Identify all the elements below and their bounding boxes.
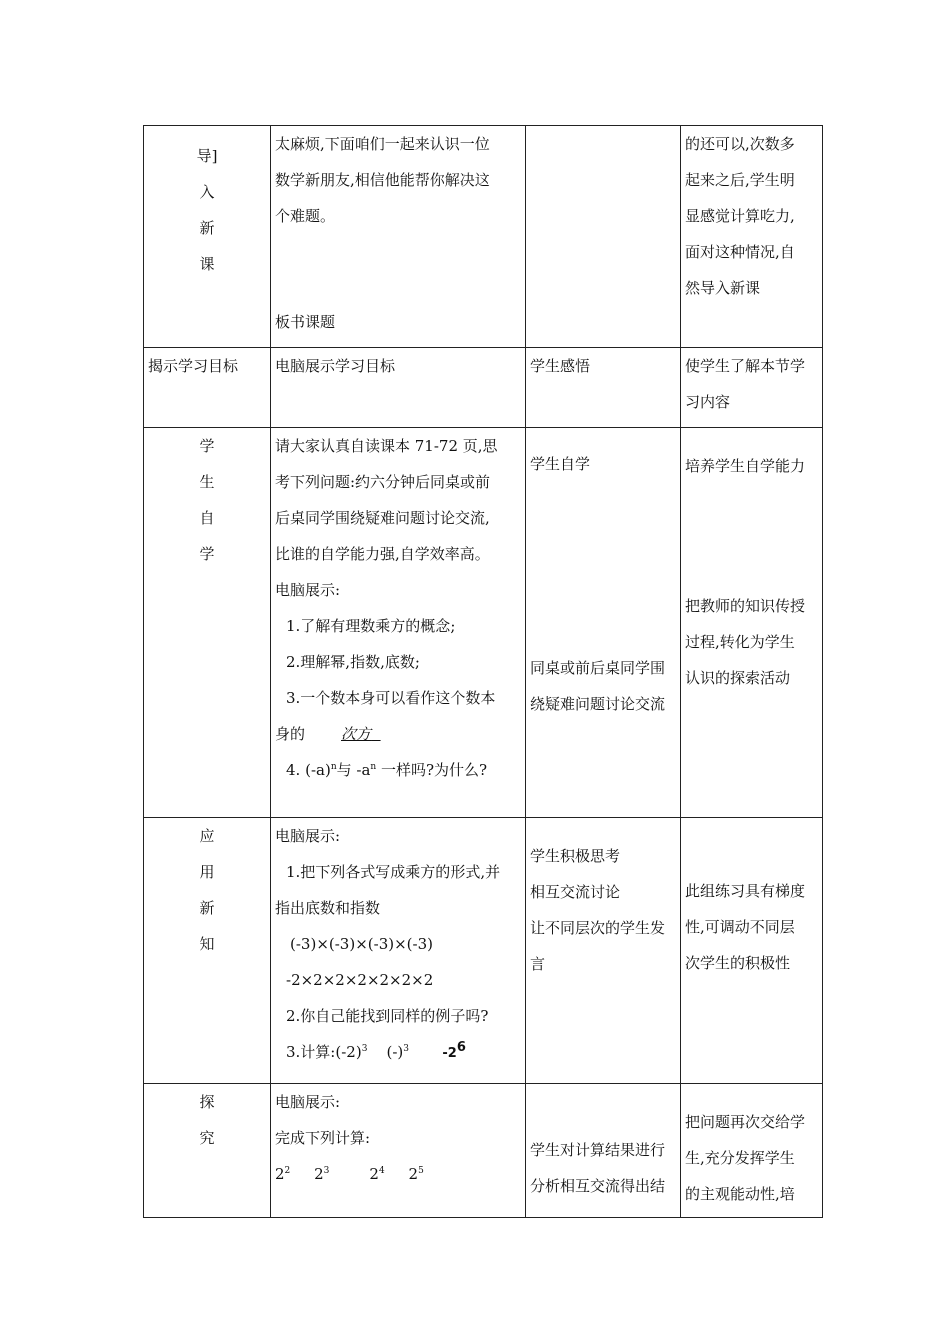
student-activity-cell (526, 1084, 681, 1218)
table-row (144, 428, 823, 818)
text-line: 电脑展示: (275, 1093, 341, 1111)
text-fragment: (-a) (305, 761, 331, 779)
exponent: n (370, 762, 377, 772)
text-line: 请大家认真自读课本 71-72 页,思 (275, 437, 498, 455)
exponent: 4 (378, 1166, 385, 1176)
text-line: 电脑展示学习目标 (275, 357, 396, 375)
table-row (144, 126, 823, 348)
text-line: 习内容 (685, 393, 731, 411)
text-fragment: (-) (386, 1043, 404, 1061)
text-line: 太麻烦,下面咱们一起来认识一位 (275, 135, 490, 153)
table-row (144, 818, 823, 1084)
stage-char: 知 (199, 935, 215, 953)
text-line: 绕疑难问题讨论交流 (530, 695, 666, 713)
base: 2 (314, 1165, 324, 1183)
text-line: 面对这种情况,自 (685, 243, 795, 261)
text-line: 把问题再次交给学 (685, 1113, 806, 1131)
text-fragment: 身的 (275, 725, 306, 743)
stage-char: 应 (199, 827, 215, 845)
student-activity-cell (526, 126, 681, 348)
student-activity-cell (526, 428, 681, 818)
text-line: 学生感悟 (530, 357, 591, 375)
teacher-activity-cell (271, 126, 526, 348)
text-line: 把教师的知识传授 (685, 597, 806, 615)
stage-cell (144, 1084, 271, 1218)
stage-cell (144, 126, 271, 348)
exponent: 3 (323, 1166, 330, 1176)
text-line: 言 (530, 955, 546, 973)
stage-char: 究 (199, 1129, 215, 1147)
stage-char: 用 (199, 863, 215, 881)
table-row (144, 1084, 823, 1218)
exponent: 3 (403, 1044, 410, 1054)
text-line: 相互交流讨论 (530, 883, 621, 901)
exponent: 6 (456, 1040, 466, 1055)
fill-blank: 次方 (341, 725, 372, 743)
stage-cell (144, 428, 271, 818)
stage-char: 探 (199, 1093, 215, 1111)
text-line: 电脑展示: (275, 827, 341, 845)
exponent: 2 (284, 1166, 291, 1176)
question-line: 2.你自己能找到同样的例子吗? (286, 1007, 489, 1025)
text-line: 显感觉计算吃力, (685, 207, 795, 225)
teacher-activity-cell (271, 348, 526, 428)
exponent: 5 (418, 1166, 424, 1176)
text-line: 完成下列计算: (275, 1129, 371, 1147)
text-line: 比谁的自学能力强,自学效率高。 (275, 545, 490, 563)
list-item: 3.一个数本身可以看作这个数本 (286, 689, 496, 707)
table-row (144, 348, 823, 428)
text-line: 认识的探索活动 (685, 669, 791, 687)
text-line: 后桌同学围绕疑难问题讨论交流, (275, 509, 490, 527)
student-activity-cell (526, 348, 681, 428)
text-line: 学生对计算结果进行 (530, 1141, 666, 1159)
text-line: 次学生的积极性 (685, 954, 791, 972)
text-line: 的还可以,次数多 (685, 135, 795, 153)
stage-char: 学 (199, 545, 215, 563)
exponent: 3 (361, 1044, 368, 1054)
design-intent-cell (681, 1084, 823, 1218)
text-line: 起来之后,学生明 (685, 171, 795, 189)
stage-cell (144, 818, 271, 1084)
text-line: 使学生了解本节学 (685, 357, 806, 375)
stage-char: 生 (199, 473, 215, 491)
student-activity-cell (526, 818, 681, 1084)
teacher-activity-cell (271, 1084, 526, 1218)
expression: -2×2×2×2×2×2×2 (286, 971, 434, 989)
text-line: 的主观能动性,培 (685, 1185, 795, 1203)
text-line: 考下列问题:约六分钟后同桌或前 (275, 473, 491, 491)
question-line: 1.把下列各式写成乘方的形式,并 (286, 863, 501, 881)
text-line: 学生积极思考 (530, 847, 621, 865)
text-line: 同桌或前后桌同学围 (530, 659, 666, 677)
stage-char: 自 (199, 509, 215, 527)
text-line: 培养学生自学能力 (685, 457, 806, 475)
stage-char: 新 (199, 899, 215, 917)
text-line: 学生自学 (530, 455, 591, 473)
design-intent-cell (681, 428, 823, 818)
text-fragment: 3.计算:(-2) (286, 1043, 362, 1061)
text-fragment: 4. (286, 761, 301, 779)
list-item: 1.了解有理数乘方的概念; (286, 617, 456, 635)
text-fragment: 一样吗?为什么? (380, 761, 488, 779)
text-line: 生,充分发挥学生 (685, 1149, 795, 1167)
design-intent-cell (681, 126, 823, 348)
text-line: 然导入新课 (685, 279, 761, 297)
stage-char: 课 (199, 255, 215, 273)
text-line: 性,可调动不同层 (685, 918, 795, 936)
text-line: 个难题。 (275, 207, 336, 225)
list-item (271, 752, 525, 788)
stage-cell (144, 348, 271, 428)
text-line: 让不同层次的学生发 (530, 919, 666, 937)
list-item: 2.理解幂,指数,底数; (286, 653, 420, 671)
design-intent-cell (681, 818, 823, 1084)
stage-char: 新 (199, 219, 215, 237)
list-item-continuation (271, 716, 525, 752)
text-line: 电脑展示: (275, 581, 341, 599)
text-line: 过程,转化为学生 (685, 633, 795, 651)
design-intent-cell (681, 348, 823, 428)
exponent: n (330, 762, 337, 772)
text-line: 板书课题 (275, 313, 336, 331)
text-fragment: 与 -a (336, 761, 371, 779)
stage-char: 学 (199, 437, 215, 455)
text-line: 分析相互交流得出结 (530, 1177, 666, 1195)
stage-char: 导] (196, 147, 218, 165)
text-fragment: -2 (442, 1046, 457, 1061)
powers-line (271, 1156, 525, 1192)
base: 2 (369, 1165, 379, 1183)
text-line: 此组练习具有梯度 (685, 882, 806, 900)
teacher-activity-cell (271, 818, 526, 1084)
lesson-plan-table (143, 125, 823, 1218)
expression: (-3)×(-3)×(-3)×(-3) (290, 935, 433, 953)
stage-char: 入 (199, 183, 215, 201)
base: 2 (275, 1165, 285, 1183)
base: 2 (408, 1165, 419, 1183)
stage-label: 揭示学习目标 (148, 357, 239, 375)
question-line: 指出底数和指数 (275, 899, 381, 917)
text-line: 数学新朋友,相信他能帮你解决这 (275, 171, 490, 189)
question-line (271, 1034, 525, 1072)
teacher-activity-cell (271, 428, 526, 818)
